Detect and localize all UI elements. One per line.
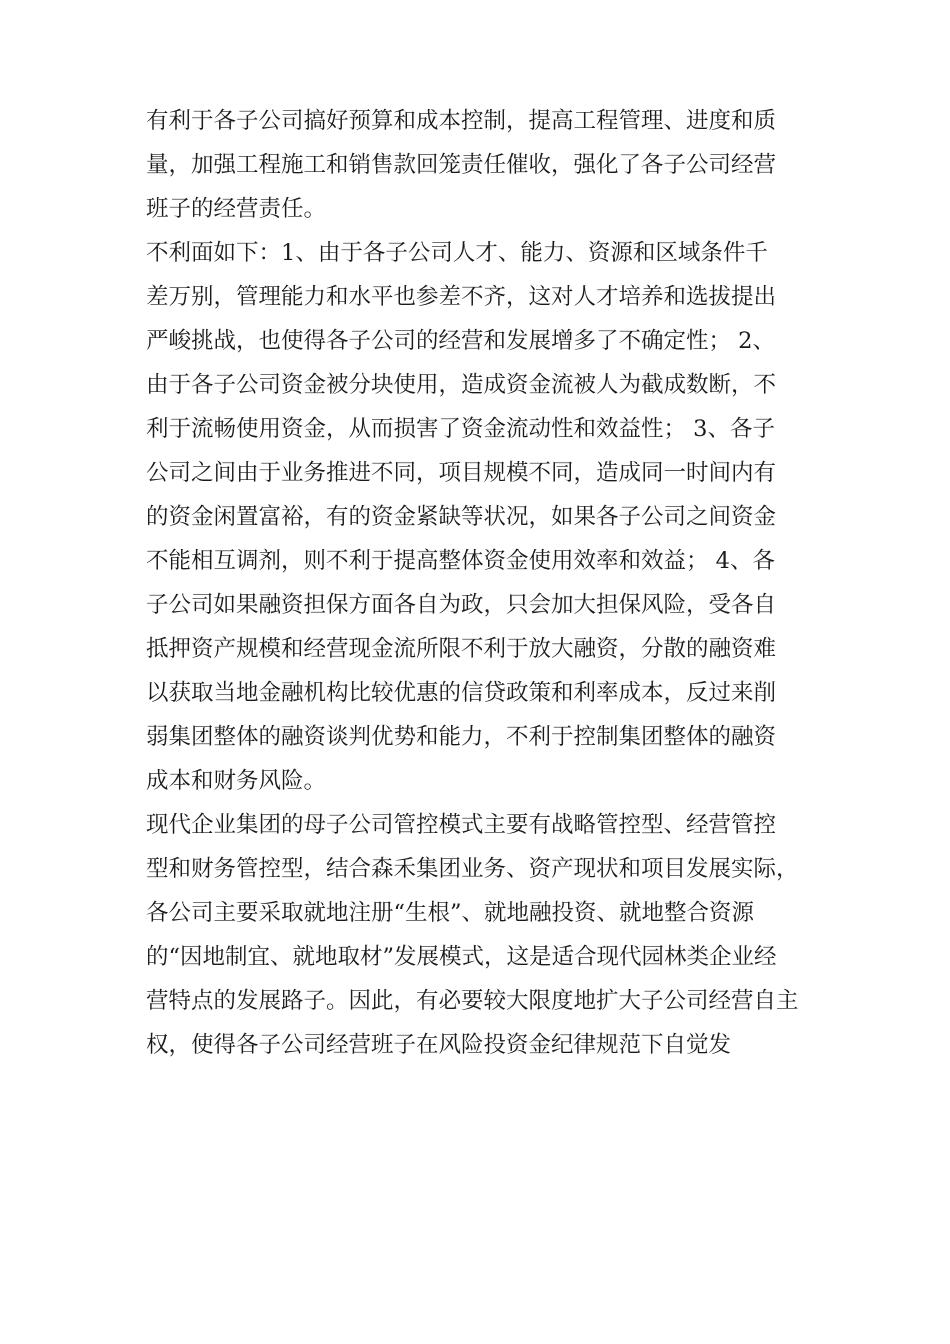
text-line: 量，加强工程施工和销售款回笼责任催收，强化了各子公司经营 <box>146 152 777 178</box>
text-line: 班子的经营责任。 <box>146 196 327 222</box>
text-line: 权，使得各子公司经营班子在风险投资金纪律规范下自觉发 <box>146 1032 732 1058</box>
text-line: 的“因地制宜、就地取材”发展模式，这是适合现代园林类企业经 <box>146 944 777 970</box>
text-line: 现代企业集团的母子公司管控模式主要有战略管控型、经营管控 <box>146 812 777 838</box>
text-line: 利于流畅使用资金，从而损害了资金流动性和效益性； 3、各子 <box>146 416 775 442</box>
text-line: 不利面如下：1、由于各子公司人才、能力、资源和区域条件千 <box>146 240 768 266</box>
text-line: 子公司如果融资担保方面各自为政，只会加大担保风险，受各自 <box>146 592 777 618</box>
text-line: 的资金闲置富裕，有的资金紧缺等状况，如果各子公司之间资金 <box>146 504 777 530</box>
text-line: 差万别，管理能力和水平也参差不齐，这对人才培养和选拔提出 <box>146 284 777 310</box>
text-line: 不能相互调剂，则不利于提高整体资金使用效率和效益； 4、各 <box>146 548 775 574</box>
text-line: 营特点的发展路子。因此，有必要较大限度地扩大子公司经营自主 <box>146 988 799 1014</box>
text-line: 公司之间由于业务推进不同，项目规模不同，造成同一时间内有 <box>146 460 777 486</box>
text-line: 各公司主要采取就地注册“生根”、就地融投资、就地整合资源 <box>146 900 755 926</box>
text-line: 成本和财务风险。 <box>146 768 327 794</box>
text-line: 有利于各子公司搞好预算和成本控制，提高工程管理、进度和质 <box>146 108 777 134</box>
text-line: 型和财务管控型，结合森禾集团业务、资产现状和项目发展实际， <box>146 856 799 882</box>
text-line: 严峻挑战，也使得各子公司的经营和发展增多了不确定性； 2、 <box>146 328 775 354</box>
body-text <box>146 99 826 1067</box>
text-line: 由于各子公司资金被分块使用，造成资金流被人为截成数断，不 <box>146 372 777 398</box>
text-line: 抵押资产规模和经营现金流所限不利于放大融资，分散的融资难 <box>146 636 777 662</box>
text-line: 以获取当地金融机构比较优惠的信贷政策和利率成本，反过来削 <box>146 680 777 706</box>
text-line: 弱集团整体的融资谈判优势和能力，不利于控制集团整体的融资 <box>146 724 777 750</box>
